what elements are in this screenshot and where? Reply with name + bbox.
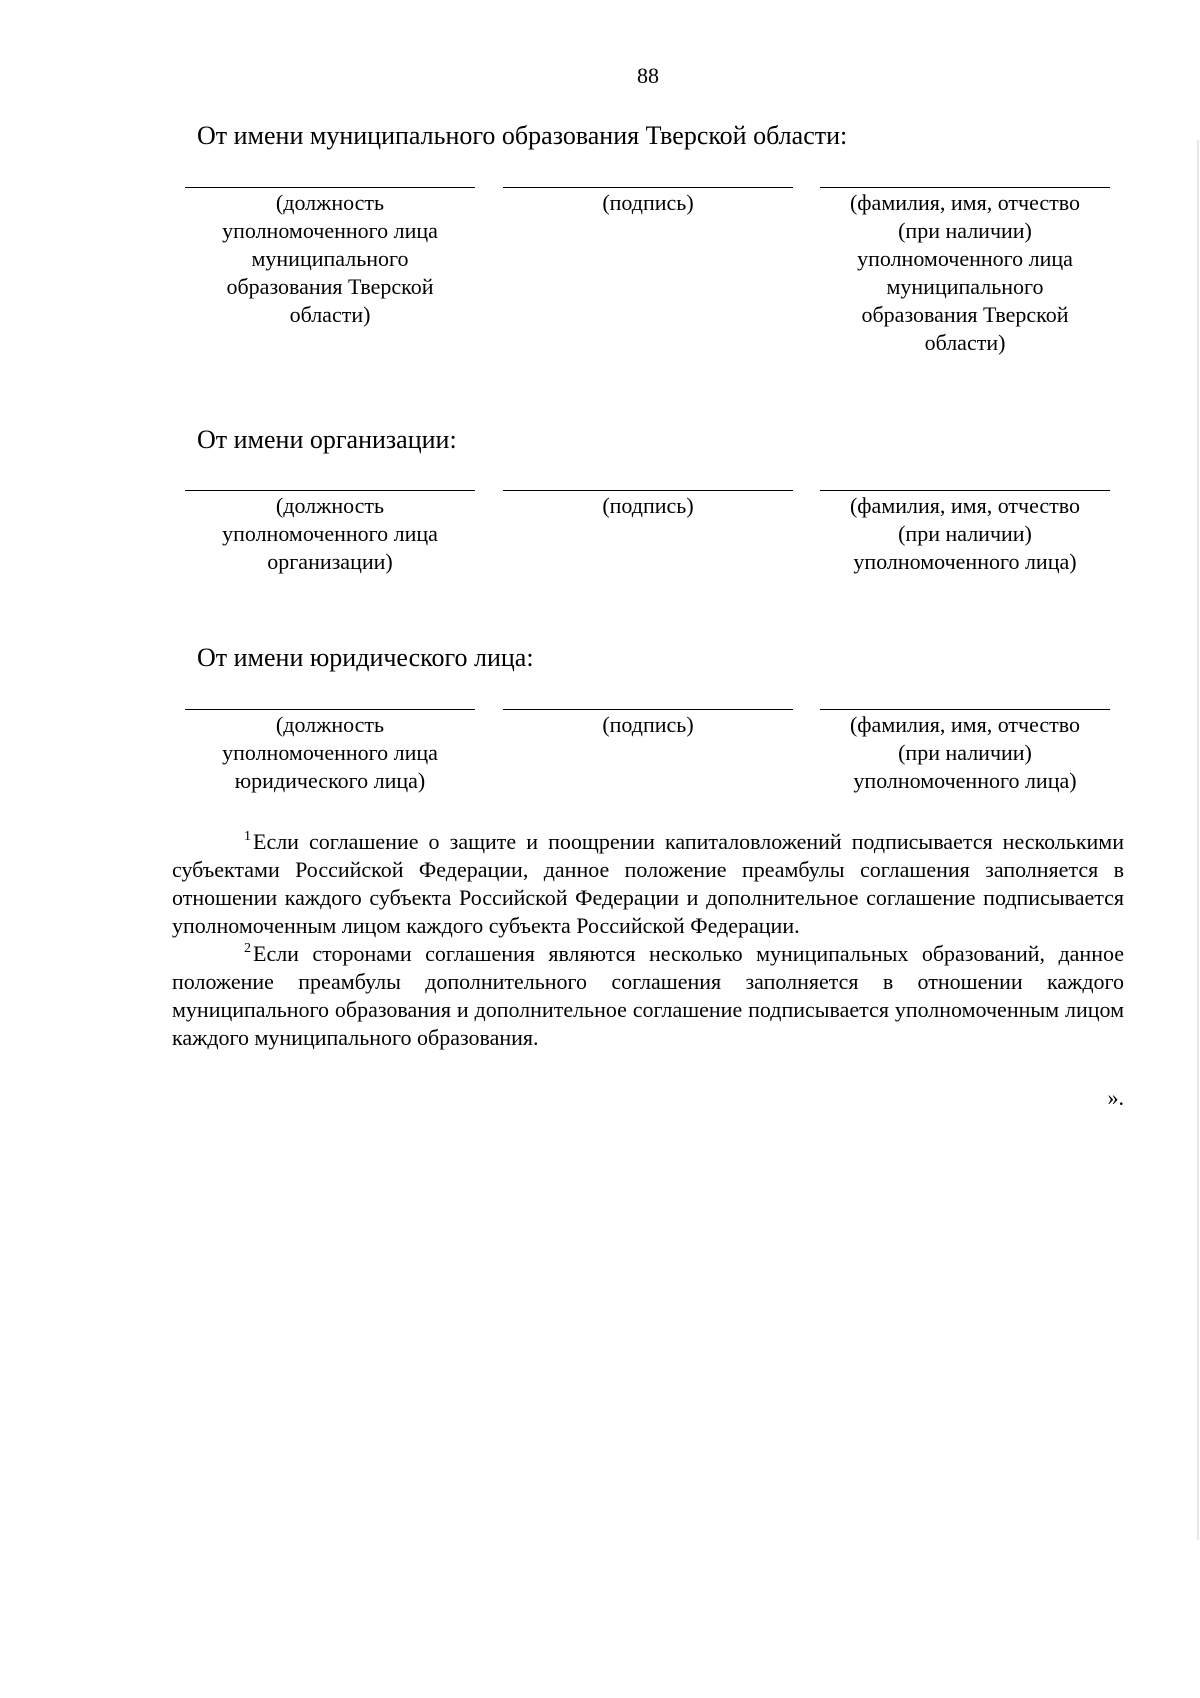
name-caption: (фамилия, имя, отчество (при наличии) уполномоченного лица) bbox=[849, 712, 1081, 793]
position-column bbox=[185, 709, 475, 795]
footnote-1 bbox=[172, 828, 1124, 940]
section-title-legal-entity: От имени юридического лица: bbox=[197, 643, 534, 672]
scan-margin-rule bbox=[1197, 140, 1199, 1540]
signature-column bbox=[503, 490, 793, 520]
signature-caption: (подпись) bbox=[602, 712, 694, 737]
footnote-marker: 2 bbox=[244, 941, 251, 956]
position-line bbox=[185, 709, 475, 710]
position-line bbox=[185, 490, 475, 491]
name-line bbox=[820, 187, 1110, 188]
name-caption: (фамилия, имя, отчество (при наличии) уполномоченного лица) bbox=[849, 493, 1081, 574]
signature-caption: (подпись) bbox=[602, 493, 694, 518]
signature-line bbox=[503, 709, 793, 710]
position-line bbox=[185, 187, 475, 188]
position-caption: (должность уполномоченного лица организации) bbox=[222, 493, 438, 574]
signature-column bbox=[503, 187, 793, 217]
page-number: 88 bbox=[637, 63, 659, 88]
name-column bbox=[820, 709, 1110, 795]
signature-column bbox=[503, 709, 793, 739]
name-line bbox=[820, 709, 1110, 710]
closing-quote-mark: ». bbox=[1107, 1085, 1124, 1110]
signature-caption: (подпись) bbox=[602, 190, 694, 215]
position-caption: (должность уполномоченного лица муниципального образования Тверской области) bbox=[222, 190, 438, 327]
section-title-municipality: От имени муниципального образования Тверской области: bbox=[197, 121, 848, 150]
position-caption: (должность уполномоченного лица юридического лица) bbox=[222, 712, 438, 793]
name-caption: (фамилия, имя, отчество (при наличии) уполномоченного лица муниципального образования Тверской области) bbox=[849, 190, 1081, 355]
position-column bbox=[185, 490, 475, 576]
footnote-marker: 1 bbox=[244, 829, 251, 844]
signature-block-municipality bbox=[185, 187, 1110, 387]
footnote-2 bbox=[172, 940, 1124, 1052]
name-column bbox=[820, 490, 1110, 576]
signature-line bbox=[503, 187, 793, 188]
footnotes bbox=[172, 828, 1124, 1052]
footnote-text: Если соглашение о защите и поощрении капиталовложений подписывается несколькими субъектами Российской Федерации, данное положение преамбулы соглашения заполняется в отношении каждого субъекта Российской Федерации и дополнительное соглашение подписывается уполномоченным лицом каждого субъекта Российской Федерации. bbox=[172, 829, 1124, 938]
name-line bbox=[820, 490, 1110, 491]
footnote-text: Если сторонами соглашения являются несколько муниципальных образований, данное положение преамбулы дополнительного соглашения заполняется в отношении каждого муниципального образования и дополнительное соглашение подписывается уполномоченным лицом каждого муниципального образования. bbox=[172, 941, 1124, 1050]
position-column bbox=[185, 187, 475, 329]
section-title-organization: От имени организации: bbox=[197, 425, 457, 454]
signature-line bbox=[503, 490, 793, 491]
name-column bbox=[820, 187, 1110, 357]
